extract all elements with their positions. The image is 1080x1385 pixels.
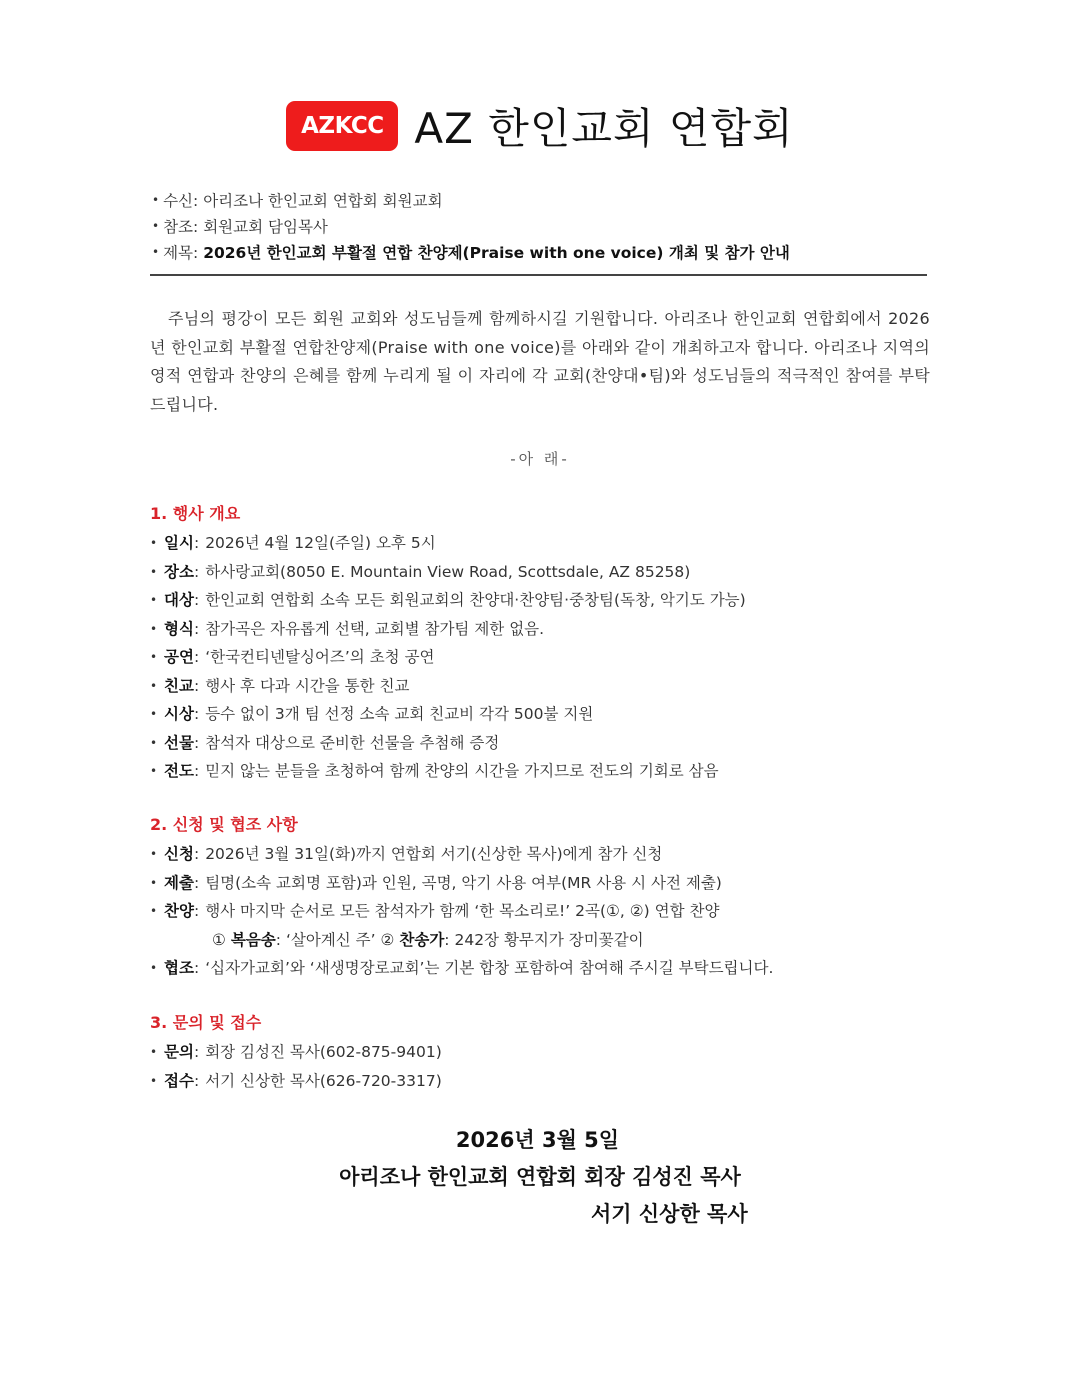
colon: : — [193, 845, 200, 863]
bullet-icon: • — [150, 904, 158, 918]
list-item — [150, 1067, 950, 1096]
item-label: 대상 — [164, 591, 194, 609]
colon: : — [193, 762, 200, 780]
colon: : — [193, 562, 200, 581]
bullet-icon: • — [150, 650, 158, 664]
list-item — [150, 897, 950, 926]
list-item — [150, 558, 950, 587]
colon: : — [193, 218, 204, 236]
list-item — [150, 840, 950, 869]
list-item — [150, 700, 950, 729]
colon: : — [193, 873, 200, 892]
section-title: 2. 신청 및 협조 사항 — [150, 815, 298, 834]
colon: : — [193, 733, 200, 752]
list-item — [150, 729, 950, 758]
bullet-icon: • — [150, 564, 158, 579]
song-category: 복음송 — [230, 930, 276, 949]
item-value: 2026년 4월 12일(주일) 오후 5시 — [205, 534, 436, 552]
list-item — [150, 869, 950, 898]
colon: : — [193, 648, 200, 666]
colon: : — [193, 192, 204, 210]
list-item — [150, 1038, 950, 1067]
colon: : — [193, 619, 200, 638]
colon: : — [444, 930, 450, 949]
circled-one: ① — [212, 930, 226, 949]
item-label: 장소 — [164, 562, 194, 581]
bullet-icon: • — [150, 1073, 158, 1088]
item-label: 전도 — [164, 762, 194, 780]
meta-value: 아리조나 한인교회 연합회 회원교회 — [203, 192, 443, 210]
colon: : — [193, 591, 200, 609]
bullet-icon: • — [150, 621, 158, 636]
item-value: 믿지 않는 분들을 초청하여 함께 찬양의 시간을 가지므로 전도의 기회로 삼음 — [205, 762, 719, 780]
item-label: 찬양 — [164, 902, 194, 920]
list-item — [150, 615, 950, 644]
item-label: 시상 — [164, 705, 194, 723]
item-value: 한인교회 연합회 소속 모든 회원교회의 찬양대·찬양팀·중창팀(독창, 악기도 가능) — [205, 591, 746, 609]
item-value: ‘십자가교회’와 ‘새생명장로교회’는 기본 합창 포함하여 참여해 주시길 부탁드립니다. — [205, 958, 774, 977]
bullet-icon: • — [152, 245, 160, 259]
bullet-icon: • — [150, 593, 158, 607]
item-value: ‘한국컨티넨탈싱어즈’의 초청 공연 — [205, 648, 435, 666]
bullet-icon: • — [150, 875, 158, 890]
item-label: 공연 — [164, 648, 194, 666]
song-title: ‘살아계신 주’ — [285, 930, 376, 949]
bullet-icon: • — [150, 735, 158, 750]
letterhead — [0, 96, 1080, 156]
colon: : — [275, 930, 281, 949]
colon: : — [193, 1071, 200, 1090]
list-item — [150, 672, 950, 701]
bullet-icon: • — [150, 678, 158, 693]
signature-president: 아리조나 한인교회 연합회 회장 김성진 목사 — [339, 1165, 741, 1189]
item-label: 친교 — [164, 676, 194, 695]
bullet-icon: • — [150, 764, 158, 778]
bullet-icon: • — [152, 219, 160, 233]
circled-two: ② — [380, 930, 395, 949]
section-event-overview — [150, 501, 950, 786]
bullet-icon: • — [150, 847, 158, 861]
bullet-icon: • — [152, 193, 160, 207]
list-item — [150, 529, 950, 558]
divider — [150, 274, 927, 276]
issue-date: 2026년 3월 5일 — [455, 1128, 620, 1152]
list-item — [150, 586, 950, 615]
bullet-icon: • — [150, 707, 158, 721]
item-label: 협조 — [164, 958, 194, 977]
meta-reference — [152, 214, 932, 240]
item-value: 등수 없이 3개 팀 선정 소속 교회 친교비 각각 500불 지원 — [205, 705, 594, 723]
notice-heading: -아 래- — [510, 450, 570, 468]
azkcc-logo: AZKCC — [286, 101, 398, 151]
list-item — [150, 954, 950, 983]
item-value: 2026년 3월 31일(화)까지 연합회 서기(신상한 목사)에게 참가 신청 — [205, 845, 663, 863]
item-value: 참석자 대상으로 준비한 선물을 추첨해 증정 — [205, 733, 500, 752]
organization-title: AZ 한인교회 연합회 — [414, 104, 794, 153]
meta-label: 참조 — [163, 218, 194, 236]
signature-secretary: 서기 신상한 목사 — [591, 1202, 748, 1226]
colon: : — [193, 244, 204, 262]
item-value: 하사랑교회(8050 E. Mountain View Road, Scottsdale, AZ 85258) — [205, 562, 691, 581]
section-contact — [150, 1010, 950, 1095]
item-value: 참가곡은 자유롭게 선택, 교회별 참가팀 제한 없음. — [205, 619, 545, 638]
bullet-icon: • — [150, 960, 158, 975]
colon: : — [193, 676, 200, 695]
colon: : — [193, 1043, 200, 1061]
meta-subject — [152, 240, 932, 266]
bullet-icon: • — [150, 536, 158, 550]
memo-meta — [152, 188, 932, 266]
colon: : — [193, 705, 200, 723]
item-value: 서기 신상한 목사(626-720-3317) — [205, 1071, 442, 1090]
section-title: 3. 문의 및 접수 — [150, 1013, 262, 1032]
intro-paragraph: 주님의 평강이 모든 회원 교회와 성도님들께 함께하시길 기원합니다. 아리조나 한인교회 연합회에서 2026년 한인교회 부활절 연합찬양제(Praise with one voice)를 아래와 같이 개최하고자 합니다. 아리조나 지역의 영적 연합과 찬양의 은혜를 함께 누리게 될 이 자리에 각 교회(찬양대•팀)와 성도님들의 적극적인 참여를 부탁드립니다. — [150, 309, 930, 414]
bullet-icon: • — [150, 1045, 158, 1059]
meta-label: 수신 — [163, 192, 194, 210]
list-item — [150, 757, 950, 786]
item-value: 행사 후 다과 시간을 통한 친교 — [205, 676, 410, 695]
item-label: 선물 — [164, 733, 194, 752]
item-label: 제출 — [164, 873, 194, 892]
item-value: 팀명(소속 교회명 포함)과 인원, 곡명, 악기 사용 여부(MR 사용 시 사전 제출) — [205, 873, 722, 892]
colon: : — [193, 958, 200, 977]
item-label: 형식 — [164, 619, 194, 638]
signature-block — [0, 1122, 1080, 1233]
colon: : — [193, 902, 200, 920]
item-label: 접수 — [164, 1071, 194, 1090]
meta-value: 2026년 한인교회 부활절 연합 찬양제(Praise with one voice) 개최 및 참가 안내 — [203, 244, 790, 262]
meta-recipient — [152, 188, 932, 214]
song-list — [150, 926, 950, 954]
song-category: 찬송가 — [399, 930, 445, 949]
meta-label: 제목 — [163, 244, 194, 262]
item-value: 행사 마지막 순서로 모든 참석자가 함께 ‘한 목소리로!’ 2곡(①, ②) 연합 찬양 — [205, 902, 720, 920]
item-value: 회장 김성진 목사(602-875-9401) — [205, 1043, 442, 1061]
section-application — [150, 812, 950, 982]
item-label: 신청 — [164, 845, 194, 863]
list-item — [150, 643, 950, 672]
meta-value: 회원교회 담임목사 — [203, 218, 328, 236]
colon: : — [193, 534, 200, 552]
item-label: 문의 — [164, 1043, 194, 1061]
item-label: 일시 — [164, 534, 194, 552]
song-title: 242장 황무지가 장미꽃같이 — [454, 930, 644, 949]
section-title: 1. 행사 개요 — [150, 504, 241, 523]
